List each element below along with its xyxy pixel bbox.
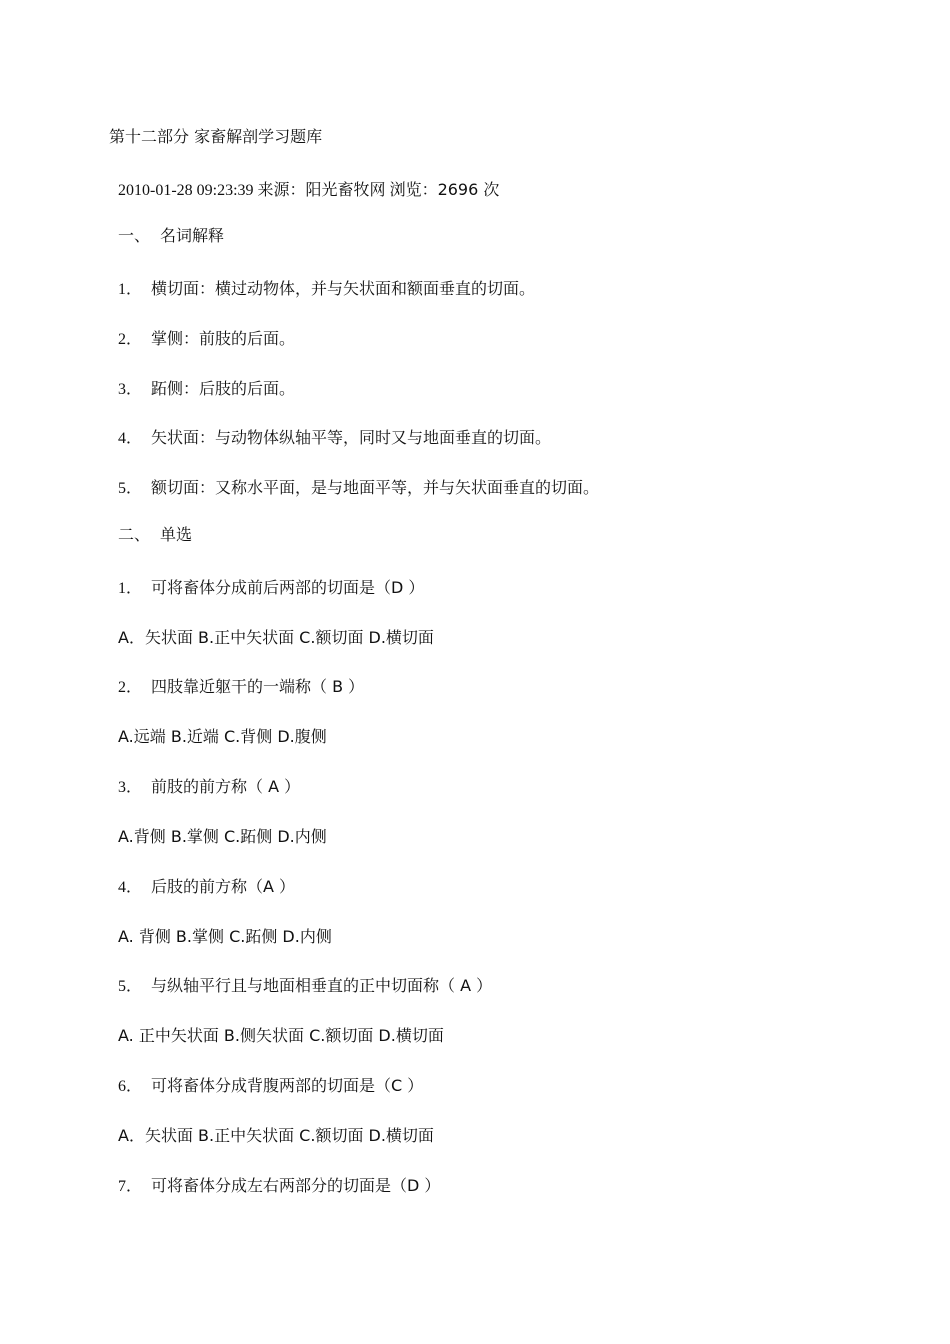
definition-item xyxy=(118,478,599,499)
definition-item xyxy=(118,329,295,350)
question-options: A. 背侧 B.掌侧 C.跖侧 D.内侧 xyxy=(118,927,332,946)
question-text: 可将畜体分成左右两部分的切面是（D ） xyxy=(151,1176,441,1195)
question-number: 5． xyxy=(118,978,143,995)
item-text: 矢状面：与动物体纵轴平等，同时又与地面垂直的切面。 xyxy=(151,428,552,447)
section-number: 一、 xyxy=(118,226,151,245)
question-number: 1． xyxy=(118,580,143,597)
question-number: 4． xyxy=(118,879,143,896)
question-number: 3． xyxy=(118,779,143,796)
item-text: 额切面：又称水平面，是与地面平等，并与矢状面垂直的切面。 xyxy=(151,478,600,497)
section-heading-single-choice xyxy=(118,525,192,545)
question-text: 可将畜体分成前后两部的切面是（D ） xyxy=(151,578,425,597)
item-number: 4． xyxy=(118,430,143,447)
question-text: 可将畜体分成背腹两部的切面是（C ） xyxy=(151,1076,424,1095)
definition-item xyxy=(118,279,535,300)
question-text: 与纵轴平行且与地面相垂直的正中切面称（ A ） xyxy=(151,976,493,995)
question-options: A．矢状面 B.正中矢状面 C.额切面 D.横切面 xyxy=(118,1126,434,1145)
section-title: 名词解释 xyxy=(160,226,225,245)
question-item xyxy=(118,1076,423,1097)
question-text: 后肢的前方称（A ） xyxy=(151,877,296,896)
question-options: A．矢状面 B.正中矢状面 C.额切面 D.横切面 xyxy=(118,628,434,647)
section-heading-definitions xyxy=(118,226,224,246)
item-text: 掌侧：前肢的后面。 xyxy=(151,329,296,348)
view-count: 浏览：2696 次 xyxy=(389,180,500,199)
item-number: 5． xyxy=(118,480,143,497)
item-text: 跖侧：后肢的后面。 xyxy=(151,379,296,398)
question-item xyxy=(118,877,295,898)
question-number: 7． xyxy=(118,1178,143,1195)
source-label: 来源：阳光畜牧网 xyxy=(257,180,386,199)
item-number: 2． xyxy=(118,331,143,348)
question-text: 前肢的前方称（ A ） xyxy=(151,777,301,796)
section-number: 二、 xyxy=(118,525,151,544)
question-options: A.背侧 B.掌侧 C.跖侧 D.内侧 xyxy=(118,827,327,846)
question-options: A. 正中矢状面 B.侧矢状面 C.额切面 D.横切面 xyxy=(118,1026,444,1045)
definition-item xyxy=(118,428,551,449)
section-title: 单选 xyxy=(160,525,193,544)
item-number: 3． xyxy=(118,381,143,398)
article-meta xyxy=(118,180,499,201)
question-item xyxy=(118,677,364,698)
question-options: A.远端 B.近端 C.背侧 D.腹侧 xyxy=(118,727,327,746)
item-text: 横切面：横过动物体，并与矢状面和额面垂直的切面。 xyxy=(151,279,536,298)
question-item xyxy=(118,777,300,798)
question-item xyxy=(118,578,424,599)
document-title: 第十二部分 家畜解剖学习题库 xyxy=(109,127,323,146)
question-text: 四肢靠近躯干的一端称（ B ） xyxy=(151,677,365,696)
question-number: 2． xyxy=(118,679,143,696)
question-item xyxy=(118,1176,440,1197)
definition-item xyxy=(118,379,295,400)
question-number: 6． xyxy=(118,1078,143,1095)
publish-datetime: 2010-01-28 09:23:39 xyxy=(118,182,254,199)
question-item xyxy=(118,976,492,997)
item-number: 1． xyxy=(118,281,143,298)
